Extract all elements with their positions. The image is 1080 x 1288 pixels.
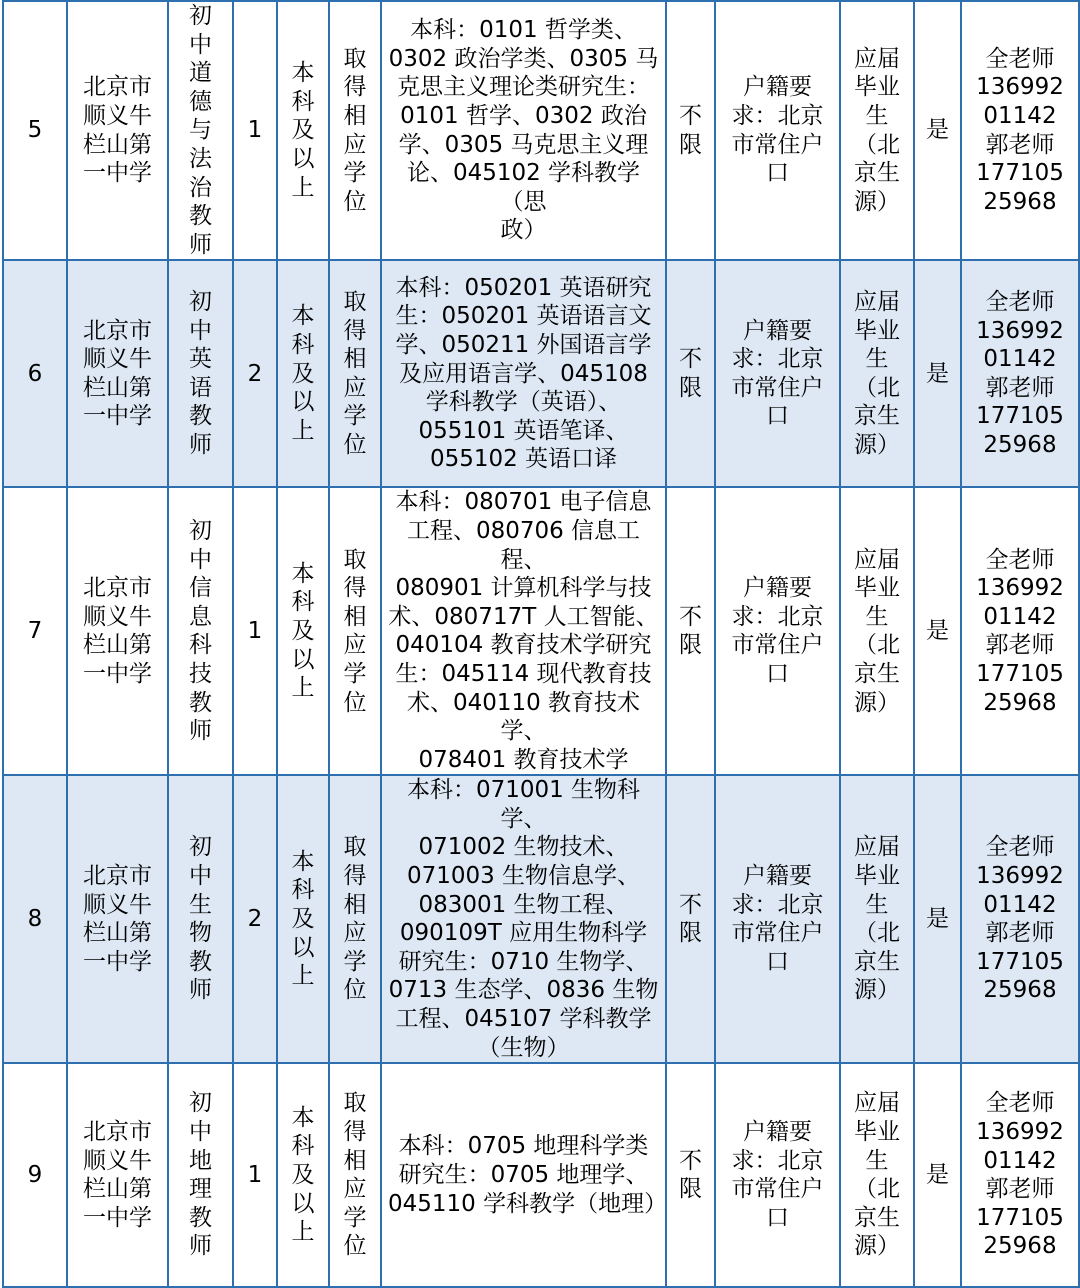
hukou-requirement: 户籍要 求：北京 市常住户 口 bbox=[715, 487, 840, 775]
table-row bbox=[3, 1, 1079, 260]
education-requirement: 本 科 及 以 上 bbox=[277, 260, 329, 487]
school-name: 北京市 顺义牛 栏山第 一中学 bbox=[67, 1063, 168, 1287]
hukou-requirement: 户籍要 求：北京 市常住户 口 bbox=[715, 1, 840, 260]
degree-requirement: 取 得 相 应 学 位 bbox=[329, 1, 381, 260]
contact-info: 全老师 136992 01142 郭老师 177105 25968 bbox=[961, 260, 1079, 487]
school-name: 北京市 顺义牛 栏山第 一中学 bbox=[67, 1, 168, 260]
position-title: 初 中 英 语 教 师 bbox=[168, 260, 233, 487]
position-title: 初 中 生 物 教 师 bbox=[168, 775, 233, 1063]
contact-info: 全老师 136992 01142 郭老师 177105 25968 bbox=[961, 1, 1079, 260]
school-name: 北京市 顺义牛 栏山第 一中学 bbox=[67, 775, 168, 1063]
education-requirement: 本 科 及 以 上 bbox=[277, 775, 329, 1063]
age-requirement: 不 限 bbox=[666, 487, 715, 775]
major-requirement: 本科：080701 电子信息 工程、080706 信息工程、 080901 计算机科学与技 术、080717T 人工智能、 040104 教育技术学研究 生：045114 现代教育技 术、040110 教育技术学、 078401 教育技术学 bbox=[381, 487, 666, 775]
contact-info: 全老师 136992 01142 郭老师 177105 25968 bbox=[961, 487, 1079, 775]
graduate-requirement: 应届 毕业 生 （北 京生 源） bbox=[840, 487, 914, 775]
position-title: 初 中 道 德 与 法 治 教 师 bbox=[168, 1, 233, 260]
major-requirement: 本科：050201 英语研究 生：050201 英语语言文 学、050211 外国语言学 及应用语言学、045108 学科教学（英语）、 055101 英语笔译、 055102 英语口译 bbox=[381, 260, 666, 487]
degree-requirement: 取 得 相 应 学 位 bbox=[329, 487, 381, 775]
school-name: 北京市 顺义牛 栏山第 一中学 bbox=[67, 487, 168, 775]
yes-flag: 是 bbox=[914, 260, 961, 487]
hukou-requirement: 户籍要 求：北京 市常住户 口 bbox=[715, 260, 840, 487]
education-requirement: 本 科 及 以 上 bbox=[277, 1063, 329, 1287]
hiring-count: 1 bbox=[233, 1, 277, 260]
graduate-requirement: 应届 毕业 生 （北 京生 源） bbox=[840, 775, 914, 1063]
degree-requirement: 取 得 相 应 学 位 bbox=[329, 775, 381, 1063]
row-number: 8 bbox=[3, 775, 67, 1063]
education-requirement: 本 科 及 以 上 bbox=[277, 1, 329, 260]
age-requirement: 不 限 bbox=[666, 775, 715, 1063]
graduate-requirement: 应届 毕业 生 （北 京生 源） bbox=[840, 260, 914, 487]
hiring-count: 2 bbox=[233, 260, 277, 487]
degree-requirement: 取 得 相 应 学 位 bbox=[329, 260, 381, 487]
graduate-requirement: 应届 毕业 生 （北 京生 源） bbox=[840, 1063, 914, 1287]
major-requirement: 本科：071001 生物科学、 071002 生物技术、 071003 生物信息学、 083001 生物工程、 090109T 应用生物科学 研究生：0710 生物学、 0713 生态学、0836 生物 工程、045107 学科教学 （生物） bbox=[381, 775, 666, 1063]
table-row bbox=[3, 260, 1079, 487]
row-number: 7 bbox=[3, 487, 67, 775]
hiring-count: 1 bbox=[233, 487, 277, 775]
yes-flag: 是 bbox=[914, 1063, 961, 1287]
hiring-count: 2 bbox=[233, 775, 277, 1063]
recruitment-table bbox=[2, 0, 1080, 1288]
row-number: 9 bbox=[3, 1063, 67, 1287]
education-requirement: 本 科 及 以 上 bbox=[277, 487, 329, 775]
table-row bbox=[3, 775, 1079, 1063]
graduate-requirement: 应届 毕业 生 （北 京生 源） bbox=[840, 1, 914, 260]
table-row bbox=[3, 1063, 1079, 1287]
position-title: 初 中 信 息 科 技 教 师 bbox=[168, 487, 233, 775]
age-requirement: 不 限 bbox=[666, 1063, 715, 1287]
school-name: 北京市 顺义牛 栏山第 一中学 bbox=[67, 260, 168, 487]
hukou-requirement: 户籍要 求：北京 市常住户 口 bbox=[715, 1063, 840, 1287]
major-requirement: 本科：0101 哲学类、 0302 政治学类、0305 马 克思主义理论类研究生： 0101 哲学、0302 政治 学、0305 马克思主义理 论、045102 学科教学（思 政） bbox=[381, 1, 666, 260]
yes-flag: 是 bbox=[914, 487, 961, 775]
age-requirement: 不 限 bbox=[666, 1, 715, 260]
hiring-count: 1 bbox=[233, 1063, 277, 1287]
yes-flag: 是 bbox=[914, 775, 961, 1063]
position-title: 初 中 地 理 教 师 bbox=[168, 1063, 233, 1287]
row-number: 6 bbox=[3, 260, 67, 487]
age-requirement: 不 限 bbox=[666, 260, 715, 487]
contact-info: 全老师 136992 01142 郭老师 177105 25968 bbox=[961, 1063, 1079, 1287]
yes-flag: 是 bbox=[914, 1, 961, 260]
major-requirement: 本科：0705 地理科学类 研究生：0705 地理学、 045110 学科教学（地理） bbox=[381, 1063, 666, 1287]
table-row bbox=[3, 487, 1079, 775]
row-number: 5 bbox=[3, 1, 67, 260]
degree-requirement: 取 得 相 应 学 位 bbox=[329, 1063, 381, 1287]
contact-info: 全老师 136992 01142 郭老师 177105 25968 bbox=[961, 775, 1079, 1063]
hukou-requirement: 户籍要 求：北京 市常住户 口 bbox=[715, 775, 840, 1063]
